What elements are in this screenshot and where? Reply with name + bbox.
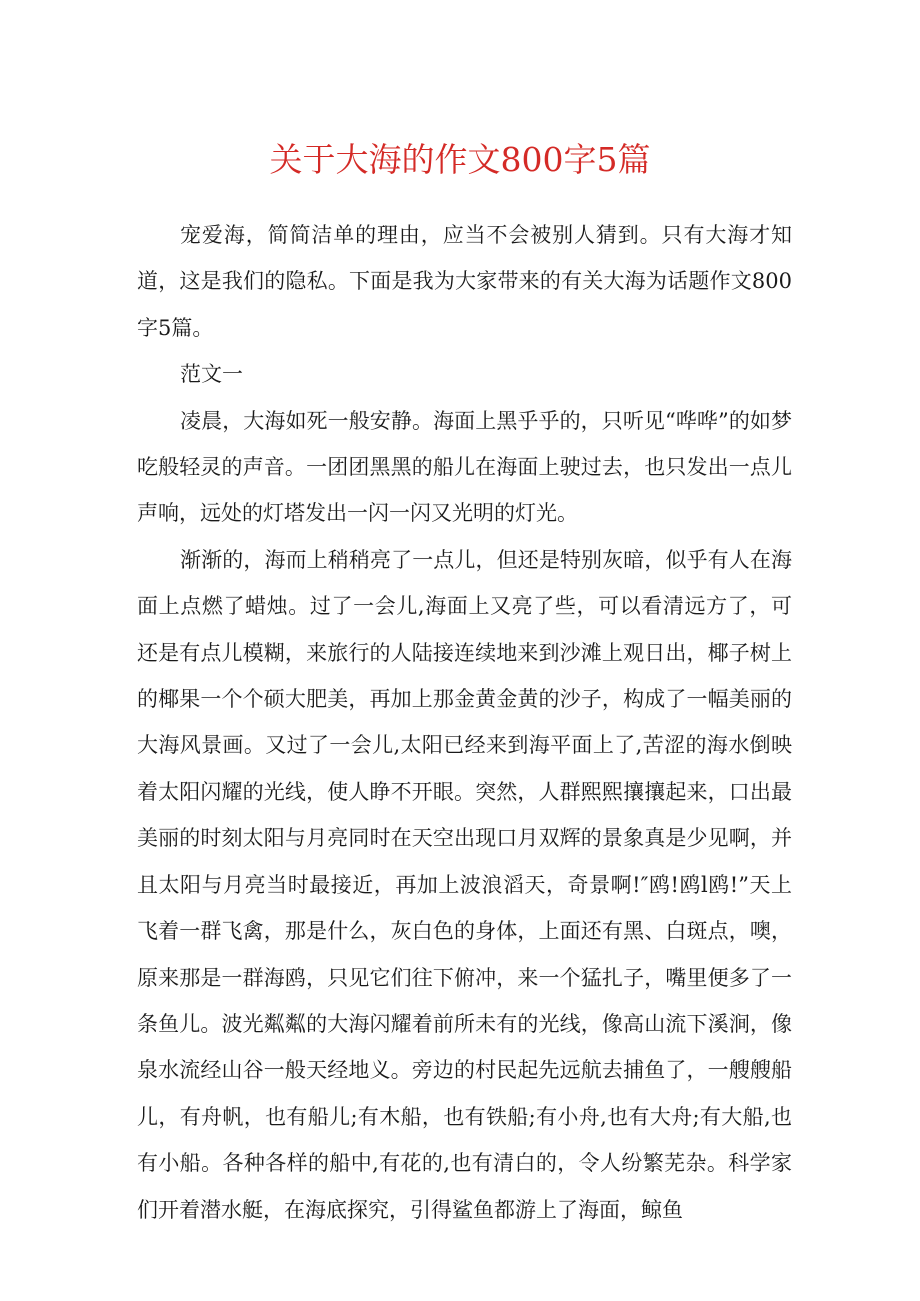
section-heading: 范文一 xyxy=(180,362,244,387)
document-body xyxy=(137,212,792,1233)
intro-paragraph: 宠爱海，简简洁单的理由，应当不会被别人猜到。只有大海才知道，这是我们的隐私。下面是我为大家带来的有关大海为话题作文800字5篇。 xyxy=(137,223,792,340)
document-title: 关于大海的作文800字5篇 xyxy=(269,140,651,179)
body-paragraph: 渐渐的，海而上稍稍亮了一点儿，但还是特别灰暗，似乎有人在海面上点燃了蜡烛。过了一会儿,海面上又亮了些，可以看清远方了，可还是有点儿模糊，来旅行的人陆接连续地来到沙滩上观日出，椰子树上的椰果一个个硕大肥美，再加上那金黄金黄的沙子，构成了一幅美丽的大海风景画。又过了一会儿,太阳已经来到海平面上了,苦涩的海水倒映着太阳闪耀的光线，使人睁不开眼。突然，人群熙熙攘攘起来，口出最美丽的时刻太阳与月亮同时在天空出现口月双辉的景象真是少见啊，并且太阳与月亮当时最接近，再加上波浪滔天，奇景啊!″鸥!鸥l鸥!”天上飞着一群飞禽，那是什么，灰白色的身体，上面还有黑、白斑点，噢，原来那是一群海鸥，只见它们往下俯冲，来一个猛扎子，嘴里便多了一条鱼儿。波光粼粼的大海闪耀着前所未有的光线，像高山流下溪涧，像泉水流经山谷一般天经地义。旁边的村民起先远航去捕鱼了，一艘艘船儿，有舟帆，也有船儿;有木船，也有铁船;有小舟,也有大舟;有大船,也有小船。各种各样的船中,有花的,也有清白的，令人纷繁芜杂。科学家们开着潜水艇，在海底探究，引得鲨鱼都游上了海面，鲸鱼 xyxy=(137,547,792,1222)
body-paragraph: 凌晨，大海如死一般安静。海面上黑乎乎的，只听见“哗哗”的如梦吃般轻灵的声音。一团团黑黑的船儿在海面上驶过去，也只发出一点儿声响，远处的灯塔发出一闪一闪又光明的灯光。 xyxy=(137,408,792,526)
